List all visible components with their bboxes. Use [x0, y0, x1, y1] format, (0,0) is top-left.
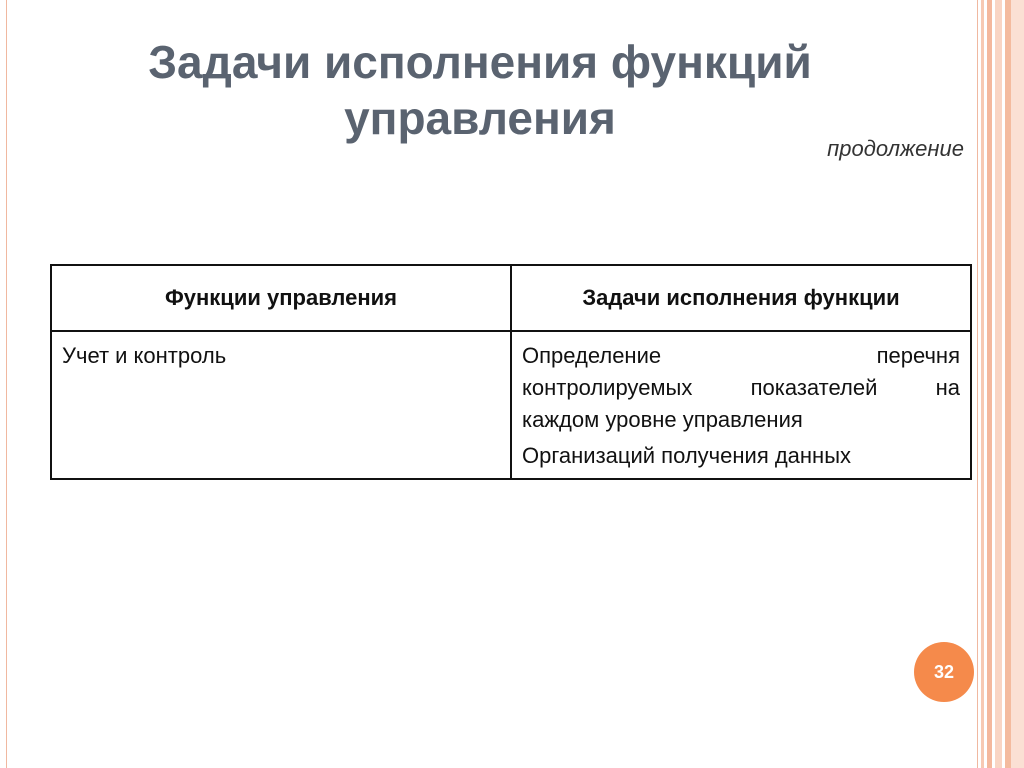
functions-table: [50, 264, 972, 480]
function-cell: Учет и контроль: [51, 331, 511, 479]
title-line-1: Задачи исполнения функций: [148, 36, 812, 88]
tasks-cell: [511, 331, 971, 479]
slide-title: [40, 34, 920, 146]
table-header-row: [51, 265, 971, 331]
task-1-line-1: Определение перечня: [522, 343, 960, 368]
table-row: [51, 331, 971, 479]
task-1-line-2: контролируемых показателей на: [522, 375, 960, 400]
slide-subtitle: продолжение: [827, 136, 964, 161]
title-line-2: управления: [344, 92, 616, 144]
header-functions: Функции управления: [51, 265, 511, 331]
task-1-line-3: каждом уровне управления: [522, 407, 803, 432]
task-2-line-1: Организаций получения данных: [522, 443, 852, 468]
header-tasks: Задачи исполнения функции: [511, 265, 971, 331]
page-number-badge: 32: [914, 642, 974, 702]
decorative-stripes: [978, 0, 1024, 768]
